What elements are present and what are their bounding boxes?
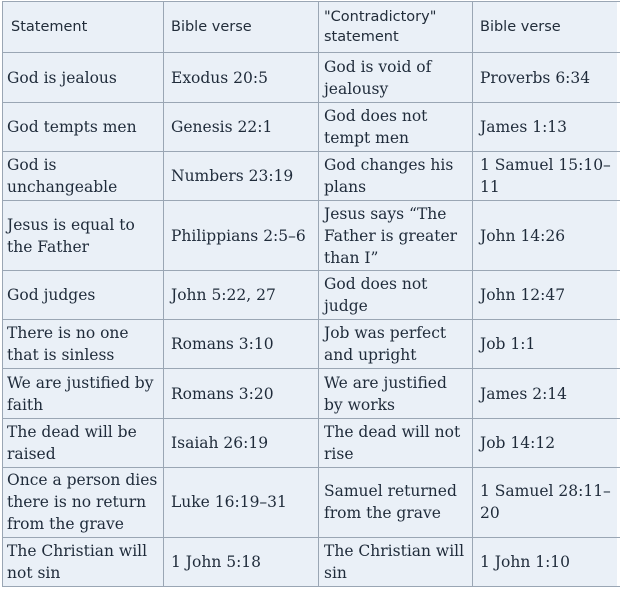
contradictions-table bbox=[2, 1, 620, 587]
statement-cell: Jesus is equal to the Father bbox=[3, 201, 164, 270]
contradictory-verse-cell: Job 14:12 bbox=[473, 418, 620, 467]
statement-cell: God judges bbox=[3, 270, 164, 319]
contradictory-statement-cell: We are justified by works bbox=[319, 369, 473, 418]
table-header-row bbox=[3, 2, 620, 53]
contradictory-statement-cell: God does not tempt men bbox=[319, 102, 473, 151]
header-statement: Statement bbox=[3, 2, 164, 53]
contradictory-statement-cell: God changes his plans bbox=[319, 152, 473, 201]
contradictory-verse-cell: Proverbs 6:34 bbox=[473, 53, 620, 102]
contradictory-verse-cell: 1 Samuel 28:11–20 bbox=[473, 468, 620, 537]
statement-cell: There is no one that is sinless bbox=[3, 320, 164, 369]
verse-cell: 1 John 5:18 bbox=[164, 537, 319, 586]
verse-cell: Genesis 22:1 bbox=[164, 102, 319, 151]
contradictory-statement-cell: Jesus says “The Father is greater than I” bbox=[319, 201, 473, 270]
table-row bbox=[3, 537, 620, 586]
contradictory-statement-cell: The dead will not rise bbox=[319, 418, 473, 467]
statement-cell: God is unchangeable bbox=[3, 152, 164, 201]
contradictory-statement-cell: God does not judge bbox=[319, 270, 473, 319]
header-bible-verse: Bible verse bbox=[164, 2, 319, 53]
contradictory-statement-cell: Samuel returned from the grave bbox=[319, 468, 473, 537]
statement-cell: Once a person dies there is no return from the grave bbox=[3, 468, 164, 537]
contradictory-verse-cell: James 1:13 bbox=[473, 102, 620, 151]
statement-cell: God is jealous bbox=[3, 53, 164, 102]
verse-cell: Romans 3:20 bbox=[164, 369, 319, 418]
contradictory-verse-cell: 1 John 1:10 bbox=[473, 537, 620, 586]
table-row bbox=[3, 53, 620, 102]
verse-cell: Isaiah 26:19 bbox=[164, 418, 319, 467]
table-row bbox=[3, 152, 620, 201]
header-contradictory-statement: "Contradictory" statement bbox=[319, 2, 473, 53]
statement-cell: The dead will be raised bbox=[3, 418, 164, 467]
statement-cell: God tempts men bbox=[3, 102, 164, 151]
table-row bbox=[3, 270, 620, 319]
verse-cell: Numbers 23:19 bbox=[164, 152, 319, 201]
table-row bbox=[3, 468, 620, 537]
statement-cell: The Christian will not sin bbox=[3, 537, 164, 586]
statement-cell: We are justified by faith bbox=[3, 369, 164, 418]
verse-cell: Romans 3:10 bbox=[164, 320, 319, 369]
contradictory-verse-cell: 1 Samuel 15:10–11 bbox=[473, 152, 620, 201]
verse-cell: Philippians 2:5–6 bbox=[164, 201, 319, 270]
header-contradictory-bible-verse: Bible verse bbox=[473, 2, 620, 53]
contradictory-statement-cell: God is void of jealousy bbox=[319, 53, 473, 102]
table-row bbox=[3, 369, 620, 418]
contradictory-verse-cell: Job 1:1 bbox=[473, 320, 620, 369]
contradictory-verse-cell: James 2:14 bbox=[473, 369, 620, 418]
table-row bbox=[3, 320, 620, 369]
table-row bbox=[3, 418, 620, 467]
contradictions-table-container bbox=[2, 1, 617, 587]
verse-cell: John 5:22, 27 bbox=[164, 270, 319, 319]
contradictory-verse-cell: John 12:47 bbox=[473, 270, 620, 319]
table-row bbox=[3, 102, 620, 151]
contradictory-statement-cell: Job was perfect and upright bbox=[319, 320, 473, 369]
verse-cell: Luke 16:19–31 bbox=[164, 468, 319, 537]
verse-cell: Exodus 20:5 bbox=[164, 53, 319, 102]
table-row bbox=[3, 201, 620, 270]
contradictory-verse-cell: John 14:26 bbox=[473, 201, 620, 270]
contradictory-statement-cell: The Christian will sin bbox=[319, 537, 473, 586]
